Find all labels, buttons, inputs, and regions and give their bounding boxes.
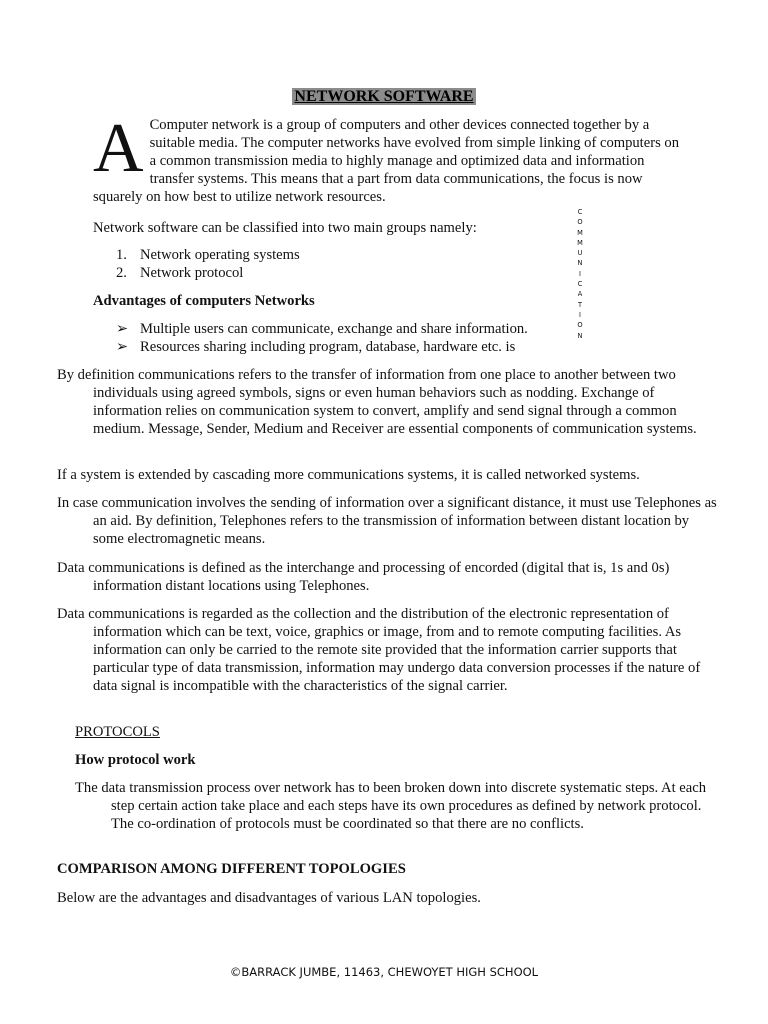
vertical-letter: N [577, 259, 583, 268]
topologies-heading: COMPARISON AMONG DIFFERENT TOPOLOGIES [57, 861, 406, 877]
vertical-letter: O [577, 218, 583, 227]
list-item: 2. Network protocol [116, 265, 244, 281]
page-title [0, 87, 768, 107]
vertical-letter: M [577, 238, 583, 247]
classification-list [116, 246, 546, 282]
advantages-list [116, 320, 566, 356]
vertical-letter: A [577, 290, 583, 299]
classification-lead: Network software can be classified into two main groups namely: [93, 220, 477, 236]
vertical-letter: M [577, 228, 583, 237]
data-comm-regarded-paragraph: Data communications is regarded as the collection and the distribution of the electronic representation of information which can be text, voice, graphics or image, from and to remote computing facilities. As information can only be carried to the remote site provided that the information carrier supports that particular type of data transmission, information may undergo data conversion processes if the nature of data signal is incompatible with the characteristics of the signal carrier. [57, 606, 701, 694]
protocols-paragraph: The data transmission process over network has to been broken down into discrete systematic steps. At each step certain action take place and each steps have its own procedures as defined by network protocol. The co-ordination of protocols must be coordinated so that there are no conflicts. [75, 780, 707, 832]
topologies-paragraph: Below are the advantages and disadvantages of various LAN topologies. [57, 890, 481, 906]
vertical-letter: O [577, 321, 583, 330]
list-item: ➢ Multiple users can communicate, exchange and share information. [116, 321, 528, 337]
protocols-heading: PROTOCOLS [75, 724, 160, 740]
page-title-text: NETWORK SOFTWARE [294, 88, 474, 105]
vertical-letter: C [577, 208, 583, 216]
telephones-paragraph: In case communication involves the sending of information over a significant distance, it must use Telephones as an aid. By definition, Telephones refers to the transmission of information between distant location by some electromagnetic means. [57, 495, 717, 547]
vertical-letter: U [577, 249, 583, 258]
data-comm-definition-paragraph: Data communications is defined as the interchange and processing of encorded (digital that is, 1s and 0s) information distant locations using Telephones. [57, 560, 670, 594]
vertical-letter: I [579, 269, 581, 278]
list-item: ➢ Resources sharing including program, database, hardware etc. is [116, 339, 516, 355]
intro-paragraph [93, 110, 681, 206]
list-item: 1. Network operating systems [116, 247, 300, 263]
definition-paragraph: By definition communications refers to the transfer of information from one place to another between two individuals using agreed symbols, signs or even human behaviors such as nodding. Exchange of information relies on communication system to convert, amplify and send signal through a common medium. Message, Sender, Medium and Receiver are essential components of communication systems. [57, 367, 697, 437]
intro-text: Computer network is a group of computers and other devices connected together by a suitable media. The computer networks have evolved from simple linking of computers on a common transmission media to highly manage and optimized data and information transfer systems. This means that a part from data communications, the focus is now squarely on how best to utilize network resources. [93, 117, 679, 205]
vertical-word-communication [575, 207, 585, 341]
vertical-letter: N [577, 331, 583, 340]
advantages-heading: Advantages of computers Networks [93, 293, 315, 309]
networked-paragraph: If a system is extended by cascading more communications systems, it is called networked systems. [57, 467, 640, 483]
vertical-letter: T [577, 300, 583, 309]
vertical-letter: I [579, 310, 581, 319]
protocols-subheading: How protocol work [75, 752, 196, 768]
page-footer: ©BARRACK JUMBE, 11463, CHEWOYET HIGH SCHOOL [229, 965, 539, 979]
vertical-letter: C [577, 280, 583, 289]
drop-cap: A [93, 110, 144, 187]
